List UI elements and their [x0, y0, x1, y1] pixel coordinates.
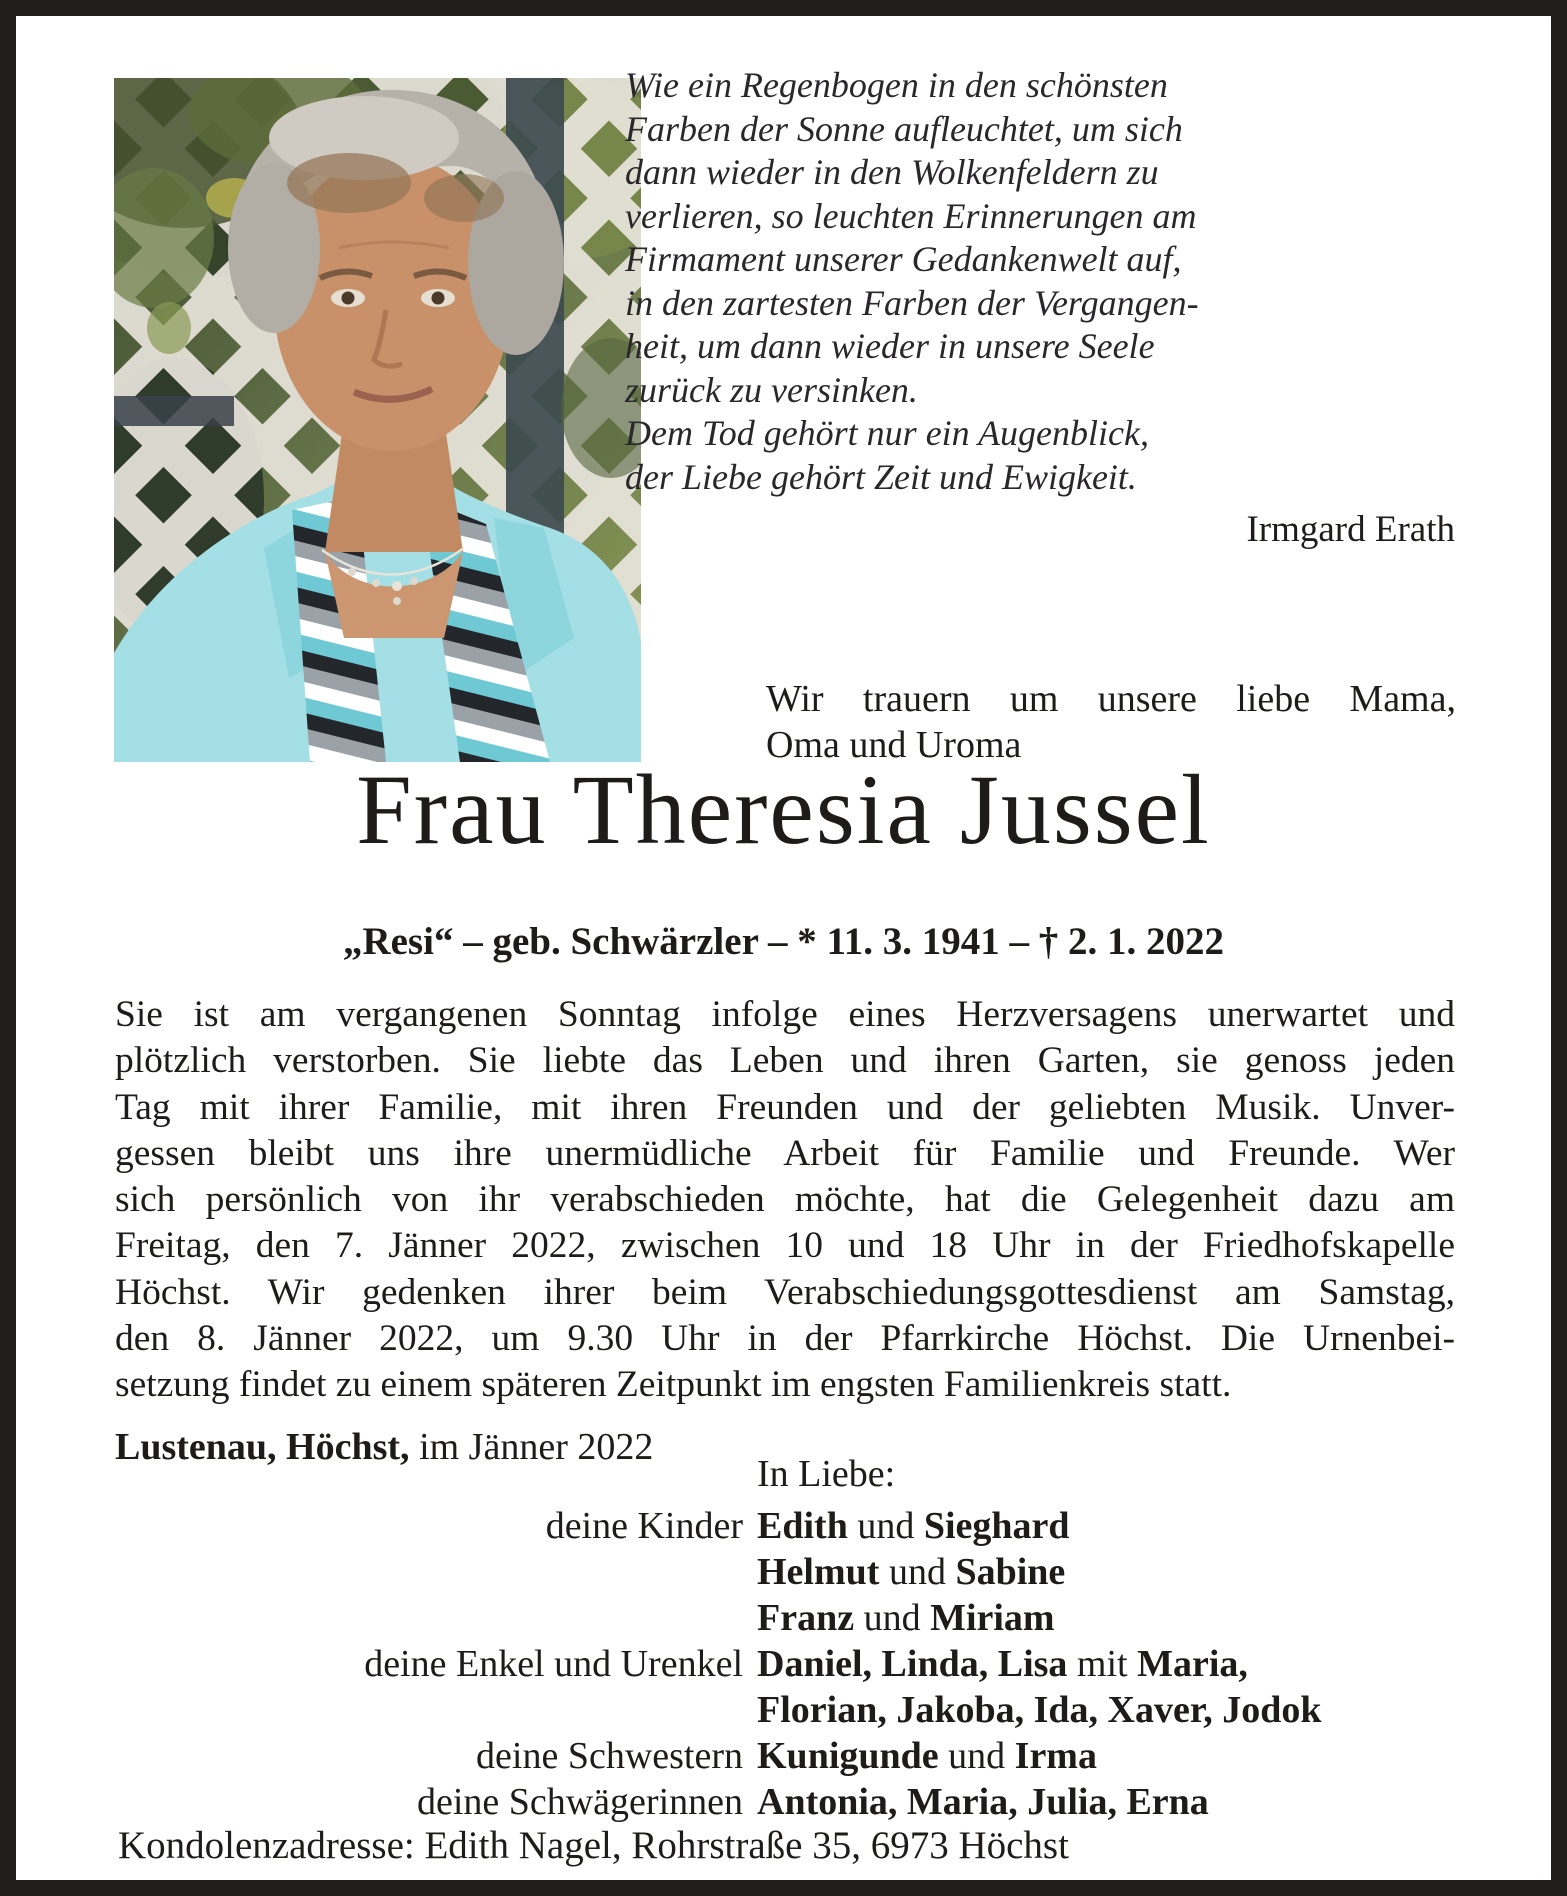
- connector-word: mit: [1067, 1643, 1138, 1685]
- connector-word: und: [854, 1597, 931, 1639]
- connector-word: und: [847, 1505, 924, 1547]
- family-member-name: Franz: [757, 1597, 855, 1639]
- family-member-name: Maria,: [1137, 1643, 1248, 1685]
- place-names: Lustenau, Höchst,: [115, 1426, 410, 1468]
- dash-separator: –: [453, 920, 493, 963]
- family-member-name: Helmut: [757, 1551, 880, 1593]
- family-names: [757, 1779, 1209, 1825]
- family-list: [115, 1503, 1475, 1825]
- family-names: [757, 1503, 1070, 1549]
- body-line: sich persönlich von ihr verabschieden möchte, hat die Gelegenheit dazu am: [115, 1179, 1455, 1221]
- family-member-name: Sieghard: [923, 1505, 1070, 1547]
- closing-heading: In Liebe:: [757, 1453, 896, 1495]
- family-row: [115, 1549, 1475, 1595]
- condolence-address: Kondolenzadresse: Edith Nagel, Rohrstraße 35, 6973 Höchst: [118, 1824, 1069, 1867]
- family-relation-label: deine Schwestern: [476, 1735, 743, 1777]
- poem-line: in den zartesten Farben der Vergangen-: [625, 282, 1199, 323]
- family-row: [115, 1779, 1475, 1825]
- family-member-name: Antonia, Maria, Julia, Erna: [757, 1781, 1209, 1823]
- poem: [625, 64, 1225, 499]
- poem-line: Wie ein Regenbogen in den schönsten: [625, 65, 1168, 105]
- poem-line: verlieren, so leuchten Erinnerungen am: [625, 195, 1197, 236]
- poem-line: dann wieder in den Wolkenfeldern zu: [625, 152, 1159, 192]
- birth-date: * 11. 3. 1941: [797, 920, 1000, 963]
- family-member-name: Florian, Jakoba, Ida, Xaver, Jodok: [757, 1689, 1322, 1731]
- poem-author: Irmgard Erath: [1246, 509, 1455, 550]
- family-row: [115, 1641, 1475, 1687]
- family-names: [757, 1641, 1248, 1687]
- poem-line: heit, um dann wieder in unsere Seele: [625, 326, 1155, 366]
- family-relation-label: deine Enkel und Urenkel: [364, 1643, 743, 1685]
- deceased-name-title: Frau Theresia Jussel: [356, 754, 1211, 865]
- portrait-photo: [114, 78, 641, 762]
- deceased-dates-line: [0, 918, 1567, 966]
- family-row: [115, 1687, 1475, 1733]
- mourning-intro-line1: Wir trauern um unsere liebe Mama,: [766, 678, 1456, 720]
- maiden-name: geb. Schwärzler: [492, 920, 759, 963]
- mourning-intro-line2: Oma und Uroma: [766, 724, 1022, 766]
- place-date-line: [115, 1424, 653, 1470]
- body-line: Höchst. Wir gedenken ihrer beim Verabschiedungsgottesdienst am Samstag,: [115, 1271, 1455, 1313]
- dash-separator: –: [758, 920, 798, 963]
- family-relation-label: deine Kinder: [545, 1505, 743, 1547]
- family-member-name: Kunigunde: [757, 1735, 939, 1777]
- family-relation-label: [115, 1549, 743, 1595]
- body-line: Tag mit ihrer Familie, mit ihren Freunden und der geliebten Musik. Unver-: [115, 1086, 1455, 1128]
- poem-line: Farben der Sonne aufleuchtet, um sich: [625, 108, 1183, 149]
- poem-line: der Liebe gehört Zeit und Ewigkeit.: [625, 456, 1137, 497]
- poem-line: Dem Tod gehört nur ein Augenblick,: [625, 413, 1149, 453]
- family-names: [757, 1733, 1097, 1779]
- body-line: Sie ist am vergangenen Sonntag infolge eines Herzversagens unerwartet und: [115, 994, 1455, 1035]
- dash-separator: –: [999, 920, 1039, 963]
- connector-word: und: [879, 1551, 956, 1593]
- portrait-photo-illustration: [114, 78, 641, 762]
- nickname: „Resi“: [342, 920, 454, 963]
- family-member-name: Edith: [757, 1505, 848, 1547]
- family-row: [115, 1733, 1475, 1779]
- family-relation-label: [115, 1595, 743, 1641]
- obituary-body: [115, 992, 1455, 1409]
- date-text: im Jänner 2022: [409, 1426, 654, 1468]
- poem-line: Firmament unserer Gedankenwelt auf,: [625, 239, 1182, 279]
- family-row: [115, 1595, 1475, 1641]
- family-names: [757, 1687, 1321, 1733]
- family-member-name: Miriam: [930, 1597, 1055, 1639]
- body-line: plötzlich verstorben. Sie liebte das Leben und ihren Garten, sie genoss jeden: [115, 1040, 1455, 1082]
- family-relation-label: deine Schwägerinnen: [416, 1781, 743, 1823]
- family-names: [757, 1549, 1065, 1595]
- family-member-name: Daniel, Linda, Lisa: [757, 1643, 1068, 1685]
- body-line: setzung findet zu einem späteren Zeitpunkt im engsten Familienkreis statt.: [115, 1364, 1232, 1406]
- family-member-name: Irma: [1014, 1735, 1097, 1777]
- poem-line: zurück zu versinken.: [625, 369, 918, 410]
- connector-word: und: [938, 1735, 1015, 1777]
- family-row: [115, 1503, 1475, 1549]
- death-date: † 2. 1. 2022: [1038, 920, 1225, 963]
- family-member-name: Sabine: [955, 1551, 1066, 1593]
- body-line: Freitag, den 7. Jänner 2022, zwischen 10 und 18 Uhr in der Friedhofskapelle: [115, 1225, 1455, 1267]
- family-relation-label: [115, 1687, 743, 1733]
- family-names: [757, 1595, 1055, 1641]
- body-line: gessen bleibt uns ihre unermüdliche Arbeit für Familie und Freunde. Wer: [115, 1132, 1455, 1174]
- body-line: den 8. Jänner 2022, um 9.30 Uhr in der Pfarrkirche Höchst. Die Urnenbei-: [115, 1318, 1455, 1360]
